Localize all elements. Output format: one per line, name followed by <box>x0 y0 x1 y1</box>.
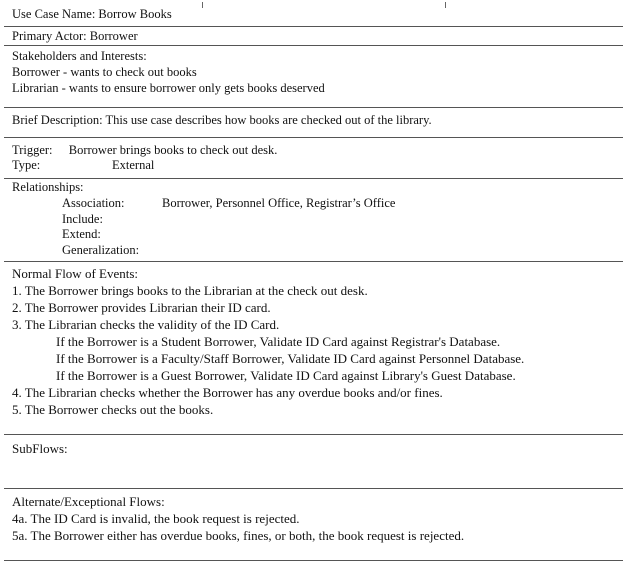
relationships-section <box>12 180 617 258</box>
trigger-label: Trigger: <box>12 143 53 157</box>
trigger-type-section <box>12 143 617 173</box>
type-value: External <box>112 158 155 172</box>
alternate-flows-section <box>12 493 617 544</box>
use-case-name-section <box>12 7 617 22</box>
flow-sub-step: If the Borrower is a Guest Borrower, Validate ID Card against Library's Guest Database. <box>56 368 516 383</box>
alternate-flow-item: 5a. The Borrower either has overdue books, fines, or both, the book request is rejected. <box>12 528 465 543</box>
brief-description: Brief Description: This use case describes how books are checked out of the library. <box>12 113 432 127</box>
flow-step: 4. The Librarian checks whether the Borrower has any overdue books and/or fines. <box>12 385 443 400</box>
stakeholder-item: Librarian - wants to ensure borrower only gets books deserved <box>12 81 325 95</box>
stakeholders-section <box>12 49 617 96</box>
use-case-document <box>4 2 623 564</box>
relationship-row-generalization <box>12 243 617 259</box>
primary-actor-section <box>12 29 617 44</box>
relationship-value: Borrower, Personnel Office, Registrar’s Office <box>162 196 396 210</box>
flow-step: 5. The Borrower checks out the books. <box>12 402 214 417</box>
alternate-flow-item: 4a. The ID Card is invalid, the book request is rejected. <box>12 511 300 526</box>
alternate-flows-heading: Alternate/Exceptional Flows: <box>12 494 165 509</box>
divider <box>4 137 623 138</box>
flow-sub-step: If the Borrower is a Faculty/Staff Borrower, Validate ID Card against Personnel Database. <box>56 351 525 366</box>
type-row <box>12 158 617 173</box>
flow-sub-step: If the Borrower is a Student Borrower, Validate ID Card against Registrar's Database. <box>56 334 501 349</box>
stakeholder-item: Borrower - wants to check out books <box>12 65 197 79</box>
flow-step: 1. The Borrower brings books to the Librarian at the check out desk. <box>12 283 368 298</box>
relationship-label: Extend: <box>62 227 101 241</box>
brief-description-section <box>12 113 617 128</box>
stakeholders-heading: Stakeholders and Interests: <box>12 49 147 63</box>
divider <box>4 261 623 262</box>
relationship-row-include <box>12 212 617 228</box>
relationship-row-association <box>12 196 617 212</box>
divider <box>4 45 623 46</box>
relationship-row-extend <box>12 227 617 243</box>
relationship-label: Include: <box>62 211 103 226</box>
divider <box>4 560 623 561</box>
divider <box>4 434 623 435</box>
divider <box>4 488 623 489</box>
flow-step: 3. The Librarian checks the validity of the ID Card. <box>12 317 280 332</box>
divider <box>4 178 623 179</box>
divider <box>4 107 623 108</box>
relationship-label: Association: <box>62 196 125 210</box>
trigger-row <box>12 143 617 158</box>
use-case-name: Use Case Name: Borrow Books <box>12 7 172 21</box>
subflows-heading: SubFlows: <box>12 441 68 456</box>
flow-step: 2. The Borrower provides Librarian their ID card. <box>12 300 271 315</box>
normal-flow-heading: Normal Flow of Events: <box>12 266 139 281</box>
divider <box>4 26 623 27</box>
relationships-heading: Relationships: <box>12 180 84 194</box>
normal-flow-section <box>12 265 617 418</box>
relationship-label: Generalization: <box>62 242 140 257</box>
type-label: Type: <box>12 158 41 172</box>
trigger-value: Borrower brings books to check out desk. <box>68 143 278 157</box>
subflows-section <box>12 440 617 455</box>
primary-actor: Primary Actor: Borrower <box>12 29 138 43</box>
